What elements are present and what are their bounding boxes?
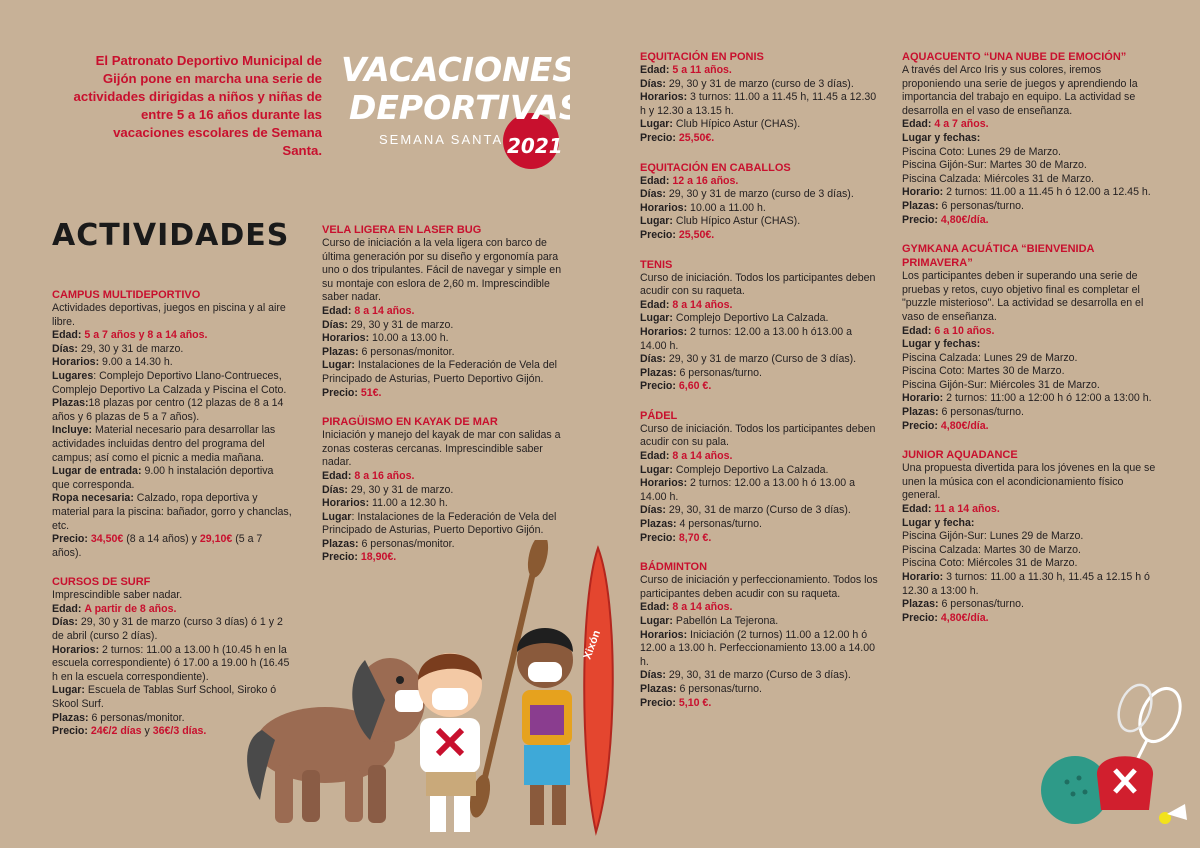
gymkana-section [902, 242, 1157, 433]
precio-label: Precio: [640, 131, 676, 144]
edad-label: Edad: [322, 469, 352, 482]
ponis-dias: 29, 30 y 31 de marzo (curso de 3 días). [668, 77, 854, 90]
surf-horarios: 2 turnos: 11.00 a 13.00 h (10.45 h en la escuela correspondiente) ó 17.00 a 19.00 h (16.45 h en la escuela correspondiente). [52, 643, 290, 683]
fecha-label: Lugar y fecha: [902, 516, 975, 529]
vela-title: VELA LIGERA EN LASER BUG [322, 224, 482, 236]
aquadance-title: JUNIOR AQUADANCE [902, 449, 1018, 462]
ponis-lugar: Club Hípico Astur (CHAS). [675, 118, 801, 131]
tenis-section [640, 258, 880, 394]
badminton-title: BÁDMINTON [640, 561, 708, 574]
gymkana-title: GYMKANA ACUÁTICA “BIENVENIDA PRIMAVERA” [902, 243, 1095, 270]
padel-dias: 29, 30, 31 de marzo (Curso de 3 días). [668, 504, 851, 517]
edad-label: Edad: [640, 64, 670, 76]
aquadance-f3: Piscina Coto: Miércoles 31 de Marzo. [902, 557, 1078, 570]
caballos-lugar: Club Hípico Astur (CHAS). [675, 215, 801, 228]
precio-label: Precio: [640, 228, 676, 241]
surf-edad: A partir de 8 años. [84, 602, 177, 615]
title-line1: VACACIONES [341, 50, 570, 89]
badminton-precio: 5,10 €. [678, 696, 712, 709]
tenis-dias: 29, 30 y 31 de marzo (Curso de 3 días). [668, 353, 857, 366]
kayak-edad: 8 a 16 años. [354, 469, 415, 482]
campus-precio1: 34,50€ [90, 533, 124, 546]
kayak-brand: Xixón [581, 628, 604, 662]
campus-entrada: 9.00 h instalación deportiva que corresponda. [52, 465, 274, 491]
campus-desc: Actividades deportivas, juegos en piscina y al aire libre. [52, 302, 286, 328]
incluye-label: Incluye: [52, 424, 93, 437]
aquacuento-title: AQUACUENTO “UNA NUBE DE EMOCIÓN” [902, 51, 1127, 63]
plazas-label: Plazas: [640, 682, 677, 695]
plazas-label: Plazas: [640, 518, 677, 531]
ponis-horarios: 3 turnos: 11.00 a 11.45 h, 11.45 a 12.30 h y 12.30 a 13.15 h. [640, 91, 877, 117]
kayak-plazas: 6 personas/monitor. [361, 537, 455, 550]
dias-label: Días: [640, 669, 666, 682]
horarios-label: Horarios: [322, 332, 370, 345]
dias-label: Días: [322, 483, 348, 496]
aquadance-precio: 4,80€/día. [940, 611, 989, 624]
aquacuento-plazas: 6 personas/turno. [941, 199, 1024, 212]
gymkana-horario: 2 turnos: 11:00 a 12:00 h ó 12:00 a 13:00 h. [946, 392, 1152, 405]
campus-precio2-note: (5 a 7 años). [52, 533, 263, 559]
title-logo [335, 45, 570, 170]
vela-horarios: 10.00 a 13.00 h. [372, 332, 449, 345]
tenis-title: TENIS [640, 258, 673, 271]
plazas-label: Plazas: [640, 366, 677, 379]
precio-label: Precio: [52, 533, 88, 546]
badminton-edad: 8 a 14 años. [672, 601, 733, 614]
campus-title: CAMPUS MULTIDEPORTIVO [52, 289, 201, 301]
horario-label: Horario: [902, 571, 944, 583]
sports-bag-icon [1097, 756, 1153, 810]
surf-desc: Imprescindible saber nadar. [52, 589, 183, 602]
surf-title: CURSOS DE SURF [52, 576, 151, 589]
column-4 [902, 50, 1157, 640]
dias-label: Días: [640, 504, 666, 517]
fechas-label: Lugar y fechas: [902, 131, 981, 144]
lugar-label: Lugar: [322, 359, 355, 372]
badminton-plazas: 6 personas/turno. [679, 682, 762, 695]
badminton-desc: Curso de iniciación y perfeccionamiento. Todos los participantes deben acudir con su raqueta. [640, 574, 878, 600]
aquadance-section [902, 448, 1157, 625]
precio-label: Precio: [640, 531, 676, 544]
padel-lugar: Complejo Deportivo La Calzada. [675, 463, 829, 476]
gymkana-f1: Piscina Calzada: Lunes 29 de Marzo. [902, 351, 1078, 364]
aquacuento-precio: 4,80€/día. [940, 213, 989, 226]
vela-section [322, 223, 562, 400]
campus-edad: 5 a 7 años y 8 a 14 años. [84, 329, 208, 342]
edad-label: Edad: [640, 450, 670, 463]
edad-label: Edad: [640, 601, 670, 614]
surf-precio-y: y [144, 725, 150, 738]
surf-precio1: 24€/2 días [90, 725, 142, 738]
vela-edad: 8 a 14 años. [354, 304, 415, 317]
gymkana-f2: Piscina Coto: Martes 30 de Marzo. [902, 365, 1065, 378]
dias-label: Días: [640, 77, 666, 90]
campus-section [52, 288, 292, 560]
aquadance-f2: Piscina Calzada: Martes 30 de Marzo. [902, 543, 1081, 556]
aquacuento-f2: Piscina Gijón-Sur: Martes 30 de Marzo. [902, 159, 1087, 172]
plazas-label: Plazas: [52, 711, 89, 724]
aquacuento-horario: 2 turnos: 11.00 a 11.45 h ó 12.00 a 12.45 h. [946, 186, 1151, 199]
campus-precio1-note: (8 a 14 años) y [126, 533, 197, 546]
horarios-label: Horarios: [640, 477, 688, 490]
padel-plazas: 4 personas/turno. [679, 518, 762, 531]
kids-illustration [240, 537, 620, 840]
lugar-label: Lugar: [640, 312, 673, 325]
shuttlecock-icon [1159, 804, 1187, 824]
padel-precio: 8,70 €. [678, 531, 712, 544]
horarios-label: Horarios: [52, 643, 100, 656]
plazas-label: Plazas: [322, 537, 359, 550]
ropa-label: Ropa necesaria: [52, 492, 134, 505]
kayak-horarios: 11.00 a 12.30 h. [372, 497, 448, 510]
kayak-title: PIRAGÜISMO EN KAYAK DE MAR [322, 416, 498, 429]
surf-dias: 29, 30 y 31 de marzo (curso 3 días) ó 1 y 2 de abril (curso 2 días). [52, 616, 283, 643]
badminton-dias: 29, 30, 31 de marzo (Curso de 3 días). [668, 669, 851, 682]
dias-label: Días: [52, 616, 78, 629]
lugar-label: Lugar: [640, 615, 673, 627]
intro-text: El Patronato Deportivo Municipal de Gijón pone en marcha una serie de actividades dirigidas a niños y niñas de entre 5 a 16 años durante las vacaciones escolares de Semana Santa. [73, 53, 322, 158]
tenis-lugar: Complejo Deportivo La Calzada. [675, 312, 829, 325]
precio-label: Precio: [902, 213, 938, 226]
edad-label: Edad: [52, 602, 82, 615]
kid-right-icon [517, 628, 573, 825]
aquadance-edad: 11 a 14 años. [934, 503, 1000, 516]
dias-label: Días: [640, 188, 666, 201]
surf-plazas: 6 personas/monitor. [91, 711, 185, 724]
caballos-title: EQUITACIÓN EN CABALLOS [640, 161, 791, 174]
edad-label: Edad: [902, 503, 932, 516]
lugar-label: Lugar [322, 510, 352, 523]
tenis-desc: Curso de iniciación. Todos los participantes deben acudir con su raqueta. [640, 271, 876, 298]
badminton-lugar: Pabellón La Tejerona. [675, 615, 779, 627]
aquadance-desc: Una propuesta divertida para los jóvenes en la que se unen la música con el acondicionamiento físico general. [902, 462, 1156, 502]
lugar-label: Lugar: [52, 684, 85, 697]
kayak-precio: 18,90€. [360, 551, 397, 564]
campus-precio2: 29,10€ [199, 533, 233, 546]
gymkana-desc: Los participantes deben ir superando una serie de pruebas y retos, cuyo objetivo final es completar el "puzzle misterioso". La actividad se desarrolla en el vaso de enseñanza. [902, 270, 1144, 323]
title-year: 2021 [507, 134, 563, 158]
horario-label: Horario: [902, 186, 944, 199]
horarios-label: Horarios: [52, 356, 100, 369]
aquadance-horario: 3 turnos: 11.00 a 11.30 h, 11.45 a 12.15 h ó 12.30 a 13:00 h. [902, 571, 1150, 597]
ponis-title: EQUITACIÓN EN PONIS [640, 51, 764, 63]
edad-label: Edad: [640, 174, 670, 187]
surf-lugar: Escuela de Tablas Surf School, Siroko ó Skool Surf. [52, 684, 277, 711]
aquacuento-f1: Piscina Coto: Lunes 29 de Marzo. [902, 145, 1061, 158]
campus-dias: 29, 30 y 31 de marzo. [80, 342, 184, 355]
precio-label: Precio: [902, 419, 938, 432]
vela-desc: Curso de iniciación a la vela ligera con barco de última generación por su diseño y ergonomía para uno o dos tripulantes. Fácil de navegar y simple en su montaje con eslora de 2,60 m. Imprescindible saber nadar. [322, 237, 562, 304]
fechas-label: Lugar y fechas: [902, 338, 981, 351]
aquacuento-edad: 4 a 7 años. [934, 118, 989, 131]
horarios-label: Horarios: [640, 628, 688, 641]
padel-title: PÁDEL [640, 409, 678, 422]
badminton-section [640, 560, 880, 710]
dias-label: Días: [52, 342, 78, 355]
title-subtitle: SEMANA SANTA [379, 132, 504, 147]
horarios-label: Horarios: [322, 497, 370, 510]
horarios-label: Horarios: [640, 325, 688, 338]
ponis-section [640, 50, 880, 146]
horarios-label: Horarios: [640, 201, 688, 214]
gymkana-f3: Piscina Gijón-Sur: Miércoles 31 de Marzo. [902, 378, 1100, 391]
precio-label: Precio: [640, 380, 676, 393]
gymkana-precio: 4,80€/día. [940, 419, 989, 432]
ponis-edad: 5 a 11 años. [672, 64, 732, 76]
lugar-label: Lugar: [640, 215, 673, 228]
plazas-label: Plazas: [322, 345, 359, 358]
aquadance-f1: Piscina Gijón-Sur: Lunes 29 de Marzo. [902, 530, 1084, 543]
precio-label: Precio: [322, 551, 358, 564]
edad-label: Edad: [640, 298, 670, 311]
plazas-label: Plazas: [902, 598, 939, 611]
edad-label: Edad: [902, 324, 932, 337]
plazas-label: Plazas: [902, 406, 939, 419]
horario-label: Horario: [902, 392, 944, 405]
title-line2: DEPORTIVAS [349, 88, 570, 127]
precio-label: Precio: [322, 386, 358, 399]
tenis-plazas: 6 personas/turno. [679, 366, 762, 379]
aquacuento-section [902, 50, 1157, 227]
padel-edad: 8 a 14 años. [672, 450, 733, 463]
ponis-precio: 25,50€. [678, 131, 715, 144]
plazas-label: Plazas: [52, 397, 89, 410]
edad-label: Edad: [902, 118, 932, 131]
tenis-horarios: 2 turnos: 12.00 a 13.00 h ó13.00 a 14.00 h. [640, 325, 853, 352]
edad-label: Edad: [322, 304, 352, 317]
campus-horarios: 9.00 a 14.30 h. [102, 356, 173, 369]
badminton-horarios: Iniciación (2 turnos) 11.00 a 12.00 h ó 12.00 a 13.00 h. Perfeccionamiento 13.00 a 14.00 h. [640, 628, 876, 668]
precio-label: Precio: [640, 696, 676, 709]
caballos-precio: 25,50€. [678, 228, 715, 241]
precio-label: Precio: [52, 725, 88, 738]
kayak-dias: 29, 30 y 31 de marzo. [350, 483, 454, 496]
edad-label: Edad: [52, 329, 82, 342]
plazas-label: Plazas: [902, 199, 939, 212]
gymkana-plazas: 6 personas/turno. [941, 406, 1024, 419]
padel-desc: Curso de iniciación. Todos los participantes deben acudir con su pala. [640, 422, 876, 449]
column-2 [322, 223, 562, 580]
vela-dias: 29, 30 y 31 de marzo. [350, 318, 454, 331]
precio-label: Precio: [902, 611, 938, 624]
caballos-section [640, 161, 880, 243]
campus-incluye: Material necesario para desarrollar las actividades incluidas dentro del programa del campus; así como el picnic a media mañana. [52, 424, 276, 464]
lugar-label: Lugar: [640, 463, 673, 476]
kayak-lugar: : Instalaciones de la Federación de Vela del Principado de Asturias, Puerto Deportivo Gijón. [322, 510, 557, 537]
padel-horarios: 2 turnos: 12.00 a 13.00 h ó 13.00 a 14.00 h. [640, 477, 855, 503]
section-title: ACTIVIDADES [52, 218, 290, 253]
dias-label: Días: [640, 353, 666, 366]
lugares-label: Lugares [52, 369, 94, 382]
caballos-edad: 12 a 16 años. [672, 174, 739, 187]
pony-icon [247, 658, 425, 823]
gymkana-edad: 6 a 10 años. [934, 324, 995, 337]
surf-precio2: 36€/3 días. [152, 725, 207, 738]
vela-plazas: 6 personas/monitor. [361, 345, 455, 358]
caballos-dias: 29, 30 y 31 de marzo (curso de 3 días). [668, 188, 854, 201]
horarios-label: Horarios: [640, 91, 688, 104]
entrada-label: Lugar de entrada: [52, 465, 142, 478]
kayak-desc: Iniciación y manejo del kayak de mar con salidas a zonas costeras cercanas. Imprescindible saber nadar. [322, 429, 561, 469]
campus-ropa: Calzado, ropa deportiva y material para la piscina: bañador, gorro y chanclas, etc. [52, 492, 292, 532]
aquacuento-desc: A través del Arco Iris y sus colores, iremos proponiendo una serie de juegos y aprendiendo la importancia del trabajo en equipo. La actividad se desarrolla en el vaso de enseñanza. [902, 64, 1138, 117]
sports-gear-illustration [1035, 680, 1195, 840]
lugar-label: Lugar: [640, 118, 673, 131]
vela-lugar: Instalaciones de la Federación de Vela del Principado de Asturias, Puerto Deportivo Gijón. [322, 359, 557, 385]
caballos-horarios: 10.00 a 11.00 h. [690, 201, 766, 214]
tenis-precio: 6,60 €. [678, 380, 712, 393]
tenis-edad: 8 a 14 años. [672, 298, 733, 311]
vela-precio: 51€. [360, 386, 382, 399]
campus-plazas: 18 plazas por centro (12 plazas de 8 a 14 años y 6 plazas de 5 a 7 años). [52, 397, 284, 423]
column-3 [640, 50, 880, 725]
campus-lugares: : Complejo Deportivo Llano-Contrueces, Complejo Deportivo La Calzada y Piscina el Coto. [52, 369, 287, 396]
aquacuento-f3: Piscina Calzada: Miércoles 31 de Marzo. [902, 172, 1094, 185]
dias-label: Días: [322, 318, 348, 331]
padel-section [640, 409, 880, 545]
kayak-icon [582, 548, 613, 832]
aquadance-plazas: 6 personas/turno. [941, 598, 1024, 611]
